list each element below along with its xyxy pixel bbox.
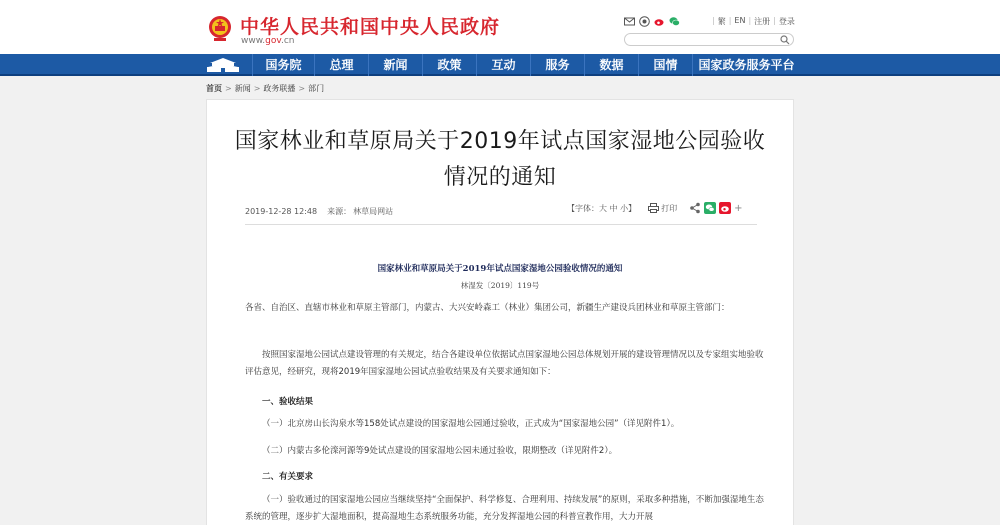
- weibo-share-icon[interactable]: [719, 202, 731, 214]
- intro-paragraph: 按照国家湿地公园试点建设管理的有关规定，结合各建设单位依据试点国家湿地公园总体规划开展的建设管理情况以及专家组实地验收评估意见，经研究，现将2019年国家湿地公园试点验收结果及有关要求通知如下：: [245, 350, 764, 377]
- print-icon: [648, 203, 659, 213]
- breadcrumb-departments[interactable]: 部门: [308, 84, 325, 93]
- nav-item-interaction[interactable]: 互动: [476, 54, 530, 76]
- mail-icon[interactable]: [624, 16, 635, 27]
- nav-item-gov-service-platform[interactable]: 国家政务服务平台: [692, 54, 800, 76]
- font-size-label: 【字体：: [567, 203, 599, 213]
- site-header: [0, 0, 1000, 54]
- nav-item-news[interactable]: 新闻: [368, 54, 422, 76]
- language-links: | 繁 | EN | 注册 | 登录: [712, 16, 795, 26]
- font-size-small[interactable]: 小: [620, 203, 629, 213]
- search-input[interactable]: [624, 33, 794, 46]
- main-nav: [0, 54, 1000, 76]
- domain-mid: gov: [265, 36, 281, 46]
- document-title: 国家林业和草原局关于2019年试点国家湿地公园验收情况的通知: [377, 264, 623, 274]
- link-traditional[interactable]: 繁: [717, 17, 726, 26]
- result-item-1: （一）北京房山长沟泉水等158处试点建设的国家湿地公园通过验收，正式成为“国家湿地公园”（详见附件1）。: [262, 419, 680, 429]
- font-size-selector: [567, 203, 636, 214]
- wechat-share-icon[interactable]: [704, 202, 716, 214]
- font-size-large[interactable]: 大: [599, 203, 607, 213]
- section-heading-requirements: 二、有关要求: [262, 472, 314, 482]
- national-emblem-icon[interactable]: [208, 14, 232, 42]
- nav-item-data[interactable]: 数据: [584, 54, 638, 76]
- site-domain: [241, 36, 295, 46]
- addressee-paragraph: 各省、自治区、直辖市林业和草原主管部门，内蒙古、大兴安岭森工（林业）集团公司，新疆生产建设兵团林业和草原主管部门：: [245, 303, 730, 313]
- weibo-icon[interactable]: [654, 16, 665, 27]
- nav-item-premier[interactable]: 总理: [314, 54, 368, 76]
- chevron-right-icon: >: [298, 84, 306, 93]
- article-date: 2019-12-28 12:48: [245, 207, 318, 216]
- nav-item-policy[interactable]: 政策: [422, 54, 476, 76]
- print-button[interactable]: [648, 203, 677, 214]
- nav-item-national-info[interactable]: 国情: [638, 54, 692, 76]
- chevron-right-icon: >: [225, 84, 232, 93]
- search-icon[interactable]: [780, 35, 790, 45]
- article-panel: [206, 99, 794, 525]
- link-login[interactable]: 登录: [778, 17, 795, 26]
- more-share-icon[interactable]: +: [734, 202, 743, 214]
- requirement-item-1: （一）验收通过的国家湿地公园应当继续坚持“全面保护、科学修复、合理利用、持续发展”的原则，采取多种措施，不断加强湿地生态系统的管理，逐步扩大湿地面积，提高湿地生态系统服务功能，充分发挥湿地公园的科普宣教作用，大力开展: [245, 495, 764, 522]
- nav-item-services[interactable]: 服务: [530, 54, 584, 76]
- breadcrumb-home[interactable]: 首页: [206, 84, 222, 93]
- breadcrumb: [206, 83, 324, 94]
- article-title-line1: 国家林业和草原局关于2019年试点国家湿地公园验收: [234, 129, 766, 154]
- font-size-close: 】: [628, 203, 637, 213]
- domain-suffix: .cn: [280, 36, 295, 46]
- top-icon-bar: [624, 16, 680, 27]
- breadcrumb-news[interactable]: 新闻: [234, 84, 251, 93]
- section-heading-results: 一、验收结果: [262, 397, 314, 407]
- domain-prefix: www.: [241, 36, 266, 46]
- wechat-icon[interactable]: [669, 16, 680, 27]
- meta-divider: [245, 224, 757, 225]
- document-number: 林湿发〔2019〕119号: [460, 281, 540, 290]
- site-title[interactable]: 中华人民共和国中央人民政府: [240, 16, 501, 38]
- article-title-line2: 情况的通知: [443, 165, 557, 190]
- share-icon[interactable]: [689, 202, 701, 214]
- link-english[interactable]: EN: [734, 16, 746, 25]
- nav-item-state-council[interactable]: 国务院: [252, 54, 314, 76]
- link-register[interactable]: 注册: [754, 17, 771, 26]
- print-label: 打印: [661, 203, 678, 213]
- share-bar: [689, 202, 742, 214]
- nav-items: [252, 54, 800, 76]
- chevron-right-icon: >: [253, 84, 261, 93]
- article-tools: [567, 202, 742, 214]
- article-title: [217, 124, 783, 196]
- result-item-2: （二）内蒙古多伦滦河源等9处试点建设的国家湿地公园未通过验收，限期整改（详见附件2）。: [262, 446, 618, 456]
- font-size-medium[interactable]: 中: [609, 203, 618, 213]
- weibo-circle-icon[interactable]: [639, 16, 650, 27]
- tiananmen-logo-icon[interactable]: [204, 57, 242, 73]
- article-meta: [245, 206, 403, 217]
- source-label: 来源：: [327, 207, 352, 216]
- breadcrumb-gov-affairs[interactable]: 政务联播: [263, 84, 296, 93]
- article-source[interactable]: 林草局网站: [353, 207, 394, 216]
